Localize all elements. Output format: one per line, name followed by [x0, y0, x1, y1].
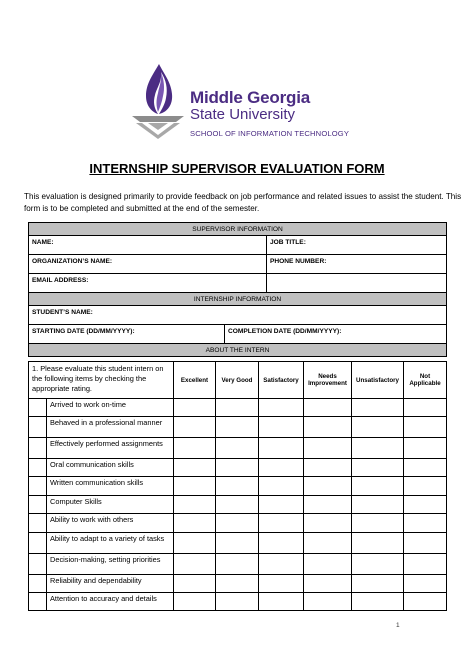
rating-item-label: Reliability and dependability	[47, 575, 174, 593]
rating-row	[29, 477, 447, 496]
rating-row-indent	[29, 438, 47, 459]
rating-checkbox-cell[interactable]	[216, 417, 259, 438]
phone-number-field[interactable]: PHONE NUMBER:	[267, 255, 447, 274]
rating-checkbox-cell[interactable]	[352, 417, 404, 438]
rating-item-label: Attention to accuracy and details	[47, 593, 174, 611]
student-name-field[interactable]: STUDENT’S NAME:	[29, 306, 447, 325]
rating-row	[29, 399, 447, 417]
rating-row	[29, 575, 447, 593]
organization-name-field[interactable]: ORGANIZATION’S NAME:	[29, 255, 267, 274]
rating-item-label: Ability to work with others	[47, 514, 174, 533]
rating-checkbox-cell[interactable]	[304, 554, 352, 575]
rating-checkbox-cell[interactable]	[259, 438, 304, 459]
starting-date-field[interactable]: STARTING DATE (DD/MM/YYYY):	[29, 325, 225, 344]
rating-checkbox-cell[interactable]	[352, 533, 404, 554]
rating-row-indent	[29, 496, 47, 514]
rating-row-indent	[29, 514, 47, 533]
rating-row-indent	[29, 417, 47, 438]
rating-row-indent	[29, 575, 47, 593]
rating-header-excellent: Excellent	[174, 362, 216, 399]
university-name-sub: State University	[190, 106, 296, 123]
rating-row	[29, 533, 447, 554]
rating-row-indent	[29, 593, 47, 611]
rating-checkbox-cell[interactable]	[304, 514, 352, 533]
rating-checkbox-cell[interactable]	[352, 514, 404, 533]
rating-checkbox-cell[interactable]	[216, 554, 259, 575]
rating-checkbox-cell[interactable]	[304, 496, 352, 514]
rating-checkbox-cell[interactable]	[352, 438, 404, 459]
rating-checkbox-cell[interactable]	[216, 438, 259, 459]
rating-checkbox-cell[interactable]	[352, 399, 404, 417]
rating-header-not-applicable: Not Applicable	[404, 362, 447, 399]
supervisor-name-field[interactable]: NAME:	[29, 236, 267, 255]
rating-item-label: Behaved in a professional manner	[47, 417, 174, 438]
rating-checkbox-cell[interactable]	[304, 438, 352, 459]
rating-checkbox-cell[interactable]	[216, 477, 259, 496]
form-title: INTERNSHIP SUPERVISOR EVALUATION FORM	[89, 161, 385, 176]
rating-checkbox-cell[interactable]	[216, 459, 259, 477]
rating-checkbox-cell[interactable]	[259, 477, 304, 496]
rating-checkbox-cell[interactable]	[174, 593, 216, 611]
rating-checkbox-cell[interactable]	[259, 575, 304, 593]
rating-checkbox-cell[interactable]	[174, 514, 216, 533]
rating-checkbox-cell[interactable]	[404, 459, 447, 477]
rating-checkbox-cell[interactable]	[404, 496, 447, 514]
rating-checkbox-cell[interactable]	[174, 417, 216, 438]
flame-torch-logo-icon	[128, 62, 188, 140]
rating-checkbox-cell[interactable]	[259, 459, 304, 477]
rating-checkbox-cell[interactable]	[216, 399, 259, 417]
rating-item-label: Effectively performed assignments	[47, 438, 174, 459]
rating-row	[29, 459, 447, 477]
rating-item-label: Computer Skills	[47, 496, 174, 514]
intro-text: This evaluation is designed primarily to provide feedback on job performance and related issues to assist the student. This form is to be completed and submitted at the end of the semester.	[24, 192, 462, 213]
rating-checkbox-cell[interactable]	[216, 514, 259, 533]
school-name: SCHOOL OF INFORMATION TECHNOLOGY	[190, 129, 350, 138]
rating-row-indent	[29, 399, 47, 417]
rating-checkbox-cell[interactable]	[404, 417, 447, 438]
rating-question: 1. Please evaluate this student intern on the following items by checking the appropriate rating.	[29, 362, 174, 399]
rating-item-label: Oral communication skills	[47, 459, 174, 477]
rating-checkbox-cell[interactable]	[216, 496, 259, 514]
rating-checkbox-cell[interactable]	[174, 575, 216, 593]
rating-item-label: Written communication skills	[47, 477, 174, 496]
rating-checkbox-cell[interactable]	[352, 496, 404, 514]
rating-checkbox-cell[interactable]	[404, 533, 447, 554]
rating-checkbox-cell[interactable]	[304, 477, 352, 496]
rating-checkbox-cell[interactable]	[216, 593, 259, 611]
rating-checkbox-cell[interactable]	[352, 575, 404, 593]
rating-checkbox-cell[interactable]	[174, 477, 216, 496]
rating-header-very-good: Very Good	[216, 362, 259, 399]
rating-row	[29, 417, 447, 438]
rating-checkbox-cell[interactable]	[174, 554, 216, 575]
rating-checkbox-cell[interactable]	[404, 593, 447, 611]
rating-row-indent	[29, 554, 47, 575]
page-number: 1	[396, 622, 400, 629]
rating-grid	[28, 361, 447, 611]
rating-checkbox-cell[interactable]	[174, 496, 216, 514]
rating-item-label: Decision-making, setting priorities	[47, 554, 174, 575]
rating-checkbox-cell[interactable]	[259, 593, 304, 611]
rating-row	[29, 593, 447, 611]
job-title-field[interactable]: JOB TITLE:	[267, 236, 447, 255]
rating-checkbox-cell[interactable]	[216, 575, 259, 593]
rating-row	[29, 554, 447, 575]
rating-checkbox-cell[interactable]	[174, 399, 216, 417]
rating-row	[29, 438, 447, 459]
rating-checkbox-cell[interactable]	[259, 496, 304, 514]
rating-checkbox-cell[interactable]	[404, 514, 447, 533]
completion-date-field[interactable]: COMPLETION DATE (DD/MM/YYYY):	[225, 325, 447, 344]
rating-checkbox-cell[interactable]	[174, 438, 216, 459]
rating-checkbox-cell[interactable]	[304, 533, 352, 554]
section-internship-information: INTERNSHIP INFORMATION	[29, 293, 447, 306]
section-about-the-intern: ABOUT THE INTERN	[29, 344, 447, 357]
rating-checkbox-cell[interactable]	[352, 459, 404, 477]
rating-checkbox-cell[interactable]	[404, 477, 447, 496]
rating-row	[29, 514, 447, 533]
rating-checkbox-cell[interactable]	[259, 417, 304, 438]
rating-checkbox-cell[interactable]	[174, 459, 216, 477]
rating-checkbox-cell[interactable]	[352, 554, 404, 575]
rating-checkbox-cell[interactable]	[259, 399, 304, 417]
rating-row-indent	[29, 533, 47, 554]
rating-header-needs-improvement: Needs Improvement	[304, 362, 352, 399]
rating-checkbox-cell[interactable]	[404, 399, 447, 417]
rating-checkbox-cell[interactable]	[304, 593, 352, 611]
rating-item-label: Arrived to work on-time	[47, 399, 174, 417]
rating-checkbox-cell[interactable]	[304, 575, 352, 593]
rating-checkbox-cell[interactable]	[404, 438, 447, 459]
rating-checkbox-cell[interactable]	[259, 514, 304, 533]
rating-section	[28, 361, 446, 640]
rating-item-label: Ability to adapt to a variety of tasks	[47, 533, 174, 554]
rating-checkbox-cell[interactable]	[304, 459, 352, 477]
rating-header-unsatisfactory: Unsatisfactory	[352, 362, 404, 399]
email-address-field[interactable]: EMAIL ADDRESS:	[29, 274, 267, 293]
rating-checkbox-cell[interactable]	[404, 554, 447, 575]
rating-checkbox-cell[interactable]	[216, 533, 259, 554]
rating-checkbox-cell[interactable]	[352, 593, 404, 611]
section-supervisor-information: SUPERVISOR INFORMATION	[29, 223, 447, 236]
rating-checkbox-cell[interactable]	[304, 399, 352, 417]
rating-checkbox-cell[interactable]	[304, 417, 352, 438]
email-extra-cell	[267, 274, 447, 293]
rating-checkbox-cell[interactable]	[259, 533, 304, 554]
rating-checkbox-cell[interactable]	[404, 575, 447, 593]
rating-checkbox-cell[interactable]	[174, 533, 216, 554]
rating-row	[29, 496, 447, 514]
rating-header-satisfactory: Satisfactory	[259, 362, 304, 399]
university-name: Middle Georgia	[190, 88, 310, 107]
rating-checkbox-cell[interactable]	[259, 554, 304, 575]
rating-row-indent	[29, 477, 47, 496]
info-table	[28, 222, 447, 357]
rating-checkbox-cell[interactable]	[352, 477, 404, 496]
rating-row-indent	[29, 459, 47, 477]
